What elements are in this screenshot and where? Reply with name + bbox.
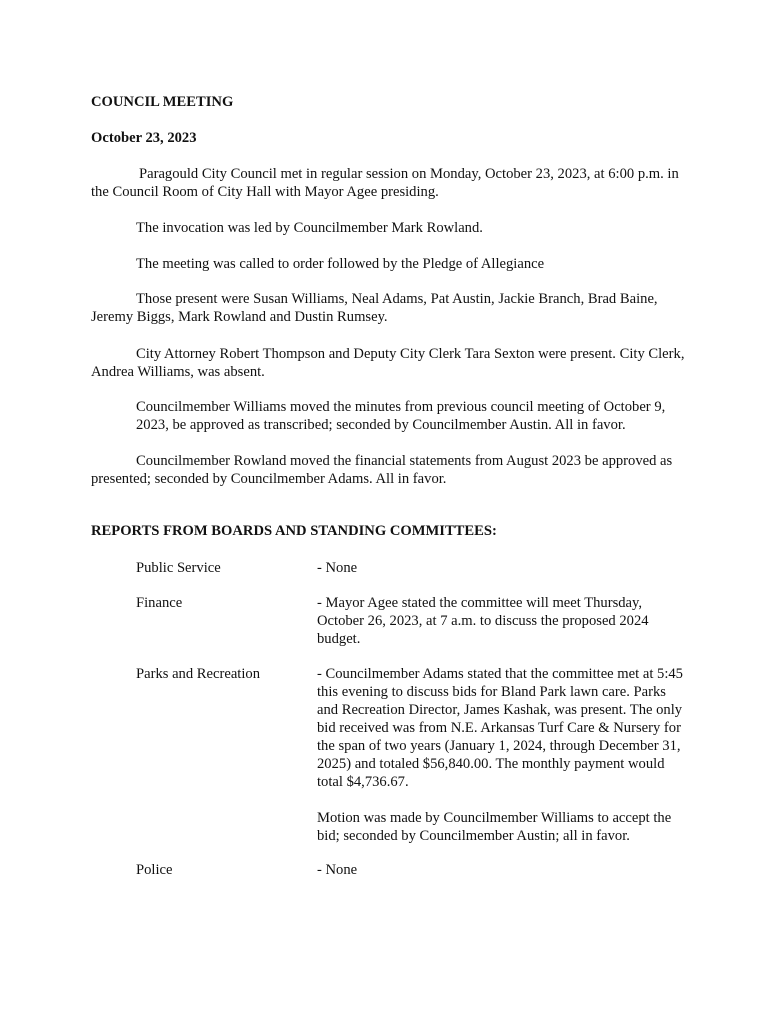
meeting-title: COUNCIL MEETING: [91, 94, 234, 110]
report-text: - None: [317, 862, 358, 878]
report-text: - Mayor Agee stated the committee will meet Thursday, October 26, 2023, at 7 a.m. to discuss the proposed 2024 budget.: [317, 595, 649, 647]
committee-report: [317, 559, 687, 577]
attendance-paragraph: Those present were Susan Williams, Neal Adams, Pat Austin, Jackie Branch, Brad Baine, Jeremy Biggs, Mark Rowland and Dustin Rumsey.: [91, 291, 658, 325]
minutes-motion-paragraph: Councilmember Williams moved the minutes from previous council meeting of October 9, 2023, be approved as transcribed; seconded by Councilmember Austin. All in favor.: [136, 399, 666, 433]
meeting-date: October 23, 2023: [91, 130, 197, 146]
committee-name: Parks and Recreation: [136, 666, 261, 682]
committee-report: [317, 861, 687, 879]
financial-motion-paragraph: Councilmember Rowland moved the financial statements from August 2023 be approved as presented; seconded by Councilmember Adams. All in favor.: [91, 453, 673, 487]
committee-report: [317, 594, 687, 648]
opening-paragraph: Paragould City Council met in regular session on Monday, October 23, 2023, at 6:00 p.m. in the Council Room of City Hall with Mayor Agee presiding.: [91, 166, 679, 200]
invocation-paragraph: The invocation was led by Councilmember Mark Rowland.: [136, 220, 483, 236]
pledge-paragraph: The meeting was called to order followed by the Pledge of Allegiance: [136, 256, 545, 272]
reports-heading: REPORTS FROM BOARDS AND STANDING COMMITTEES:: [91, 523, 497, 539]
committee-name: Police: [136, 862, 173, 878]
committee-name: Public Service: [136, 560, 221, 576]
committee-report: [317, 665, 687, 845]
report-motion-text: Motion was made by Councilmember Williams to accept the bid; seconded by Councilmember Austin; all in favor.: [317, 810, 672, 844]
committee-name: Finance: [136, 595, 183, 611]
report-text: - None: [317, 560, 358, 576]
officials-paragraph: City Attorney Robert Thompson and Deputy City Clerk Tara Sexton were present. City Clerk, Andrea Williams, was absent.: [91, 346, 685, 380]
report-text: - Councilmember Adams stated that the committee met at 5:45 this evening to discuss bids for Bland Park lawn care. Parks and Recreation Director, James Kashak, was present. The only bid received was from N.E. Arkansas Turf Care & Nursery for the span of two years (January 1, 2024, through December 31, 2025) and totaled $56,840.00. The monthly payment would total $4,736.67.: [317, 666, 683, 790]
